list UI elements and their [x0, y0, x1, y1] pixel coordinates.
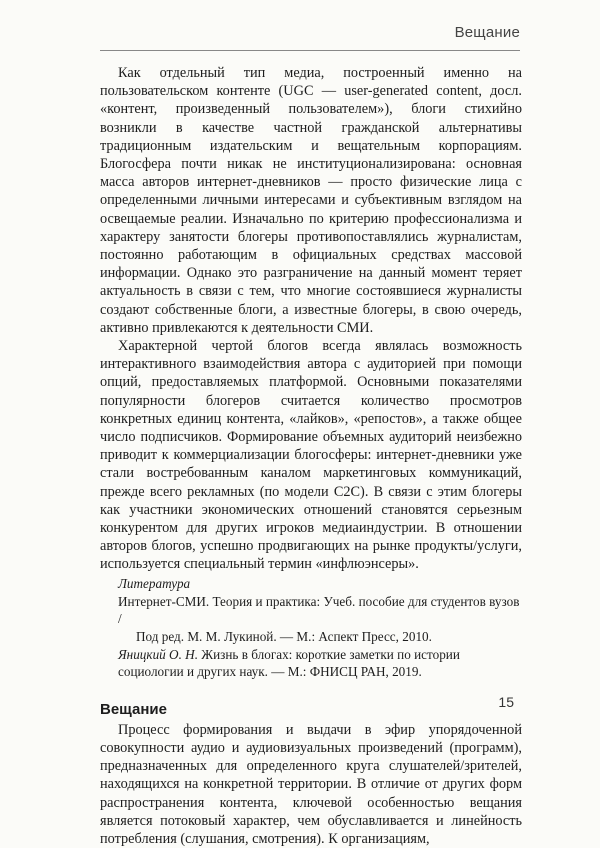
- running-header: [0, 0, 600, 58]
- body-paragraph-broadcasting: Процесс формирования и выдачи в эфир упорядоченной совокупности аудио и аудиовизуальных произведений (программ), предназначенных для определенного круга слушателей/зрителей, находящихся на конкретной территории. В отличие от других форм распространения контента, ключевой особенностью вещания является потоковый характер, чем обуславливается и линейность потребления (слушания, смотрения). К организациям,: [100, 721, 522, 847]
- reference-2-text: Жизнь в блогах: короткие заметки по истории социологии и других наук. — М.: ФНИСЦ РАН, 2019.: [118, 646, 460, 680]
- header-rule: [100, 50, 520, 51]
- reference-1-line-2: Под ред. М. М. Лукиной. — М.: Аспект Пресс, 2010.: [136, 628, 432, 644]
- reference-2-author: Яницкий О. Н.: [118, 646, 198, 662]
- running-header-title: Вещание: [454, 24, 520, 41]
- reference-1-line-1: Интернет-СМИ. Теория и практика: Учеб. пособие для студентов вузов /: [118, 593, 520, 627]
- section-title-broadcasting: Вещание: [100, 700, 167, 718]
- body-paragraph-blogs-interactivity: Характерной чертой блогов всегда являлась возможность интерактивного взаимодействия автора с аудиторией при помощи опций, предоставляемых платформой. Основными показателями популярности блогеров считается количество просмотров конкретных единиц контента, «лайков», «репостов», а также общее число подписчиков. Формирование объемных аудиторий неизбежно приводит к коммерциализации блогосферы: интернет-дневники уже стали востребованным каналом маркетинговых коммуникаций, прежде всего рекламных (по модели C2C). В связи с этим блогеры как участники экономических отношений становятся серьезным конкурентом для других игроков медиаиндустрии. В отношении авторов блогов, успешно продвигающих на рынке продукты/услуги, используется специальный термин «инфлюэнсеры».: [100, 338, 522, 573]
- literature-reference-1: [100, 593, 522, 645]
- page-number: 15: [498, 694, 514, 710]
- page-body: [100, 64, 522, 848]
- literature-heading: Литература: [118, 575, 191, 591]
- literature-reference-2: [100, 646, 522, 681]
- body-paragraph-blogs-intro: Как отдельный тип медиа, построенный именно на пользовательском контенте (UGC — user-generated content, досл. «контент, произведенный пользователем»), блоги стихийно возникли в качестве частной гражданской альтернативы традиционным издательским и вещательным корпорациям. Блогосфера почти никак не институционализирована: основная масса авторов интернет-дневников — просто физические лица с определенными личными интересами и субъективным взглядом на освещаемые реалии. Изначально по критерию профессионализма и характеру занятости блогеры противопоставлялись журналистам, постоянно работающим в официальных средствах массовой информации. Однако это разграничение на данный момент теряет актуальность в связи с тем, что многие состоявшиеся журналисты создают собственные блоги, а известные блогеры, в свою очередь, активно привлекаются к деятельности СМИ.: [100, 65, 522, 336]
